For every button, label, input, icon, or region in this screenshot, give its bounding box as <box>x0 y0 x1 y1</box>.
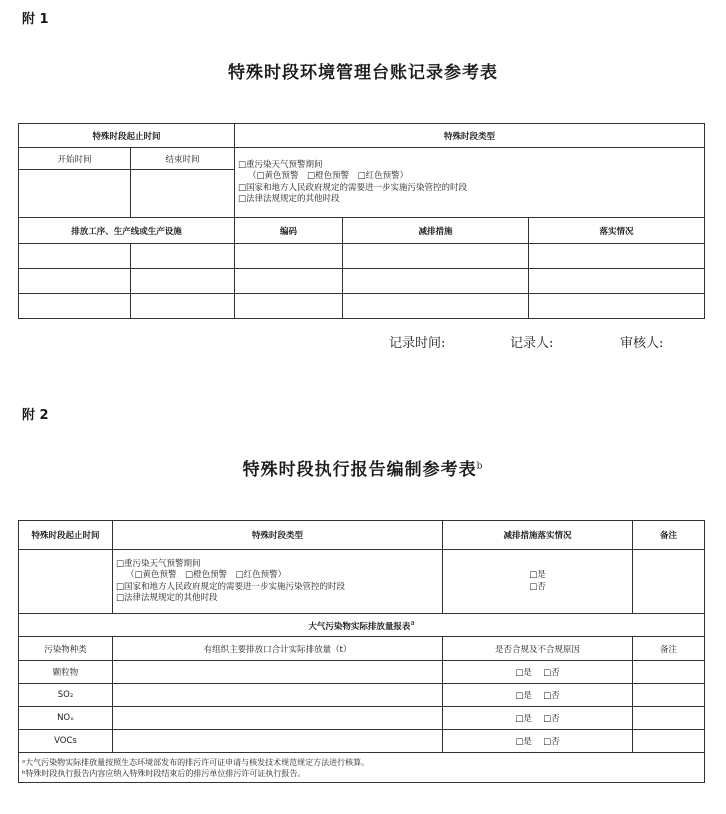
compliance-column-header: 是否合规及不合规原因 <box>443 637 633 661</box>
appendix-1-label: 附 1 <box>22 12 49 27</box>
type-option[interactable]: （□黄色预警 □橙色预警 □红色预警） <box>248 171 409 181</box>
table-row <box>19 269 705 294</box>
type-option[interactable]: □国家和地方人民政府规定的需要进一步实施污染管控的时段 <box>116 581 346 592</box>
appendix-2-label: 附 2 <box>22 408 49 423</box>
end-time-value[interactable] <box>131 170 235 218</box>
emission-value[interactable] <box>113 730 443 753</box>
notes-value[interactable] <box>633 550 705 614</box>
type-options-cell <box>235 148 705 218</box>
period-header: 特殊时段起止时间 <box>19 521 113 550</box>
compliance-checkboxes[interactable]: □是 □否 <box>443 707 633 730</box>
table-row <box>19 244 705 269</box>
appendix-2-title: 特殊时段执行报告编制参考表$^b$ <box>242 460 484 480</box>
emissions-subtable-title: 大气污染物实际排放量报表$^a$ <box>19 614 705 637</box>
type-option[interactable]: □重污染天气预警期间 <box>116 558 201 569</box>
emission-value[interactable] <box>113 661 443 684</box>
emission-value[interactable] <box>113 707 443 730</box>
subtable-superscript: a <box>410 618 415 627</box>
compliance-checkboxes[interactable]: □是 □否 <box>443 661 633 684</box>
record-time-label: 记录时间: <box>389 336 446 351</box>
table-row <box>19 730 705 753</box>
title-superscript: b <box>476 461 484 472</box>
start-time-label: 开始时间 <box>19 148 131 170</box>
notes-value[interactable] <box>633 707 705 730</box>
type-option[interactable]: □法律法规规定的其他时段 <box>116 593 218 603</box>
table-row <box>19 294 705 319</box>
type-option[interactable]: （□黄色预警 □橙色预警 □红色预警） <box>126 570 287 580</box>
type-option[interactable]: □国家和地方人民政府规定的需要进一步实施污染管控的时段 <box>238 182 468 193</box>
execution-report-table <box>18 520 705 783</box>
total-emission-column-header: 有组织主要排放口合计实际排放量（t） <box>113 637 443 661</box>
appendix-1-title: 特殊时段环境管理台账记录参考表 <box>228 63 498 83</box>
table-row <box>19 661 705 684</box>
no-checkbox[interactable]: □否 <box>529 581 546 592</box>
pollutant-column-header: 污染物种类 <box>19 637 113 661</box>
status-column-header: 落实情况 <box>529 218 705 244</box>
process-column-header: 排放工序、生产线或生产设施 <box>19 218 235 244</box>
start-time-value[interactable] <box>19 170 131 218</box>
recorder-label: 记录人: <box>510 336 554 351</box>
compliance-checkboxes[interactable]: □是 □否 <box>443 684 633 707</box>
notes-value[interactable] <box>633 684 705 707</box>
code-column-header: 编码 <box>235 218 343 244</box>
reviewer-label: 审核人: <box>620 336 664 351</box>
footnotes <box>19 753 705 783</box>
type-header: 特殊时段类型 <box>113 521 443 550</box>
environment-ledger-table <box>18 123 705 319</box>
notes-column-header: 备注 <box>633 637 705 661</box>
footnote-a: ᵃ大气污染物实际排放量按照生态环境部发布的排污许可证申请与核发技术规范规定方法进行核算。 <box>22 757 370 767</box>
type-header: 特殊时段类型 <box>235 124 705 148</box>
pollutant-name: SO₂ <box>19 684 113 707</box>
compliance-checkboxes[interactable]: □是 □否 <box>443 730 633 753</box>
table-row <box>19 707 705 730</box>
table-row <box>19 684 705 707</box>
period-header: 特殊时段起止时间 <box>19 124 235 148</box>
type-options-cell <box>113 550 443 614</box>
notes-header: 备注 <box>633 521 705 550</box>
implementation-cell <box>443 550 633 614</box>
pollutant-name: VOCs <box>19 730 113 753</box>
implementation-header: 减排措施落实情况 <box>443 521 633 550</box>
footnote-b: ᵇ特殊时段执行报告内容应纳入特殊时段结束后的排污单位排污许可证执行报告。 <box>22 768 306 778</box>
yes-checkbox[interactable]: □是 <box>529 570 546 580</box>
pollutant-name: NOₓ <box>19 707 113 730</box>
notes-value[interactable] <box>633 661 705 684</box>
type-option[interactable]: □重污染天气预警期间 <box>238 159 323 170</box>
pollutant-name: 颗粒物 <box>19 661 113 684</box>
notes-value[interactable] <box>633 730 705 753</box>
type-option[interactable]: □法律法规规定的其他时段 <box>238 194 340 204</box>
measures-column-header: 减排措施 <box>343 218 529 244</box>
end-time-label: 结束时间 <box>131 148 235 170</box>
period-value[interactable] <box>19 550 113 614</box>
emission-value[interactable] <box>113 684 443 707</box>
